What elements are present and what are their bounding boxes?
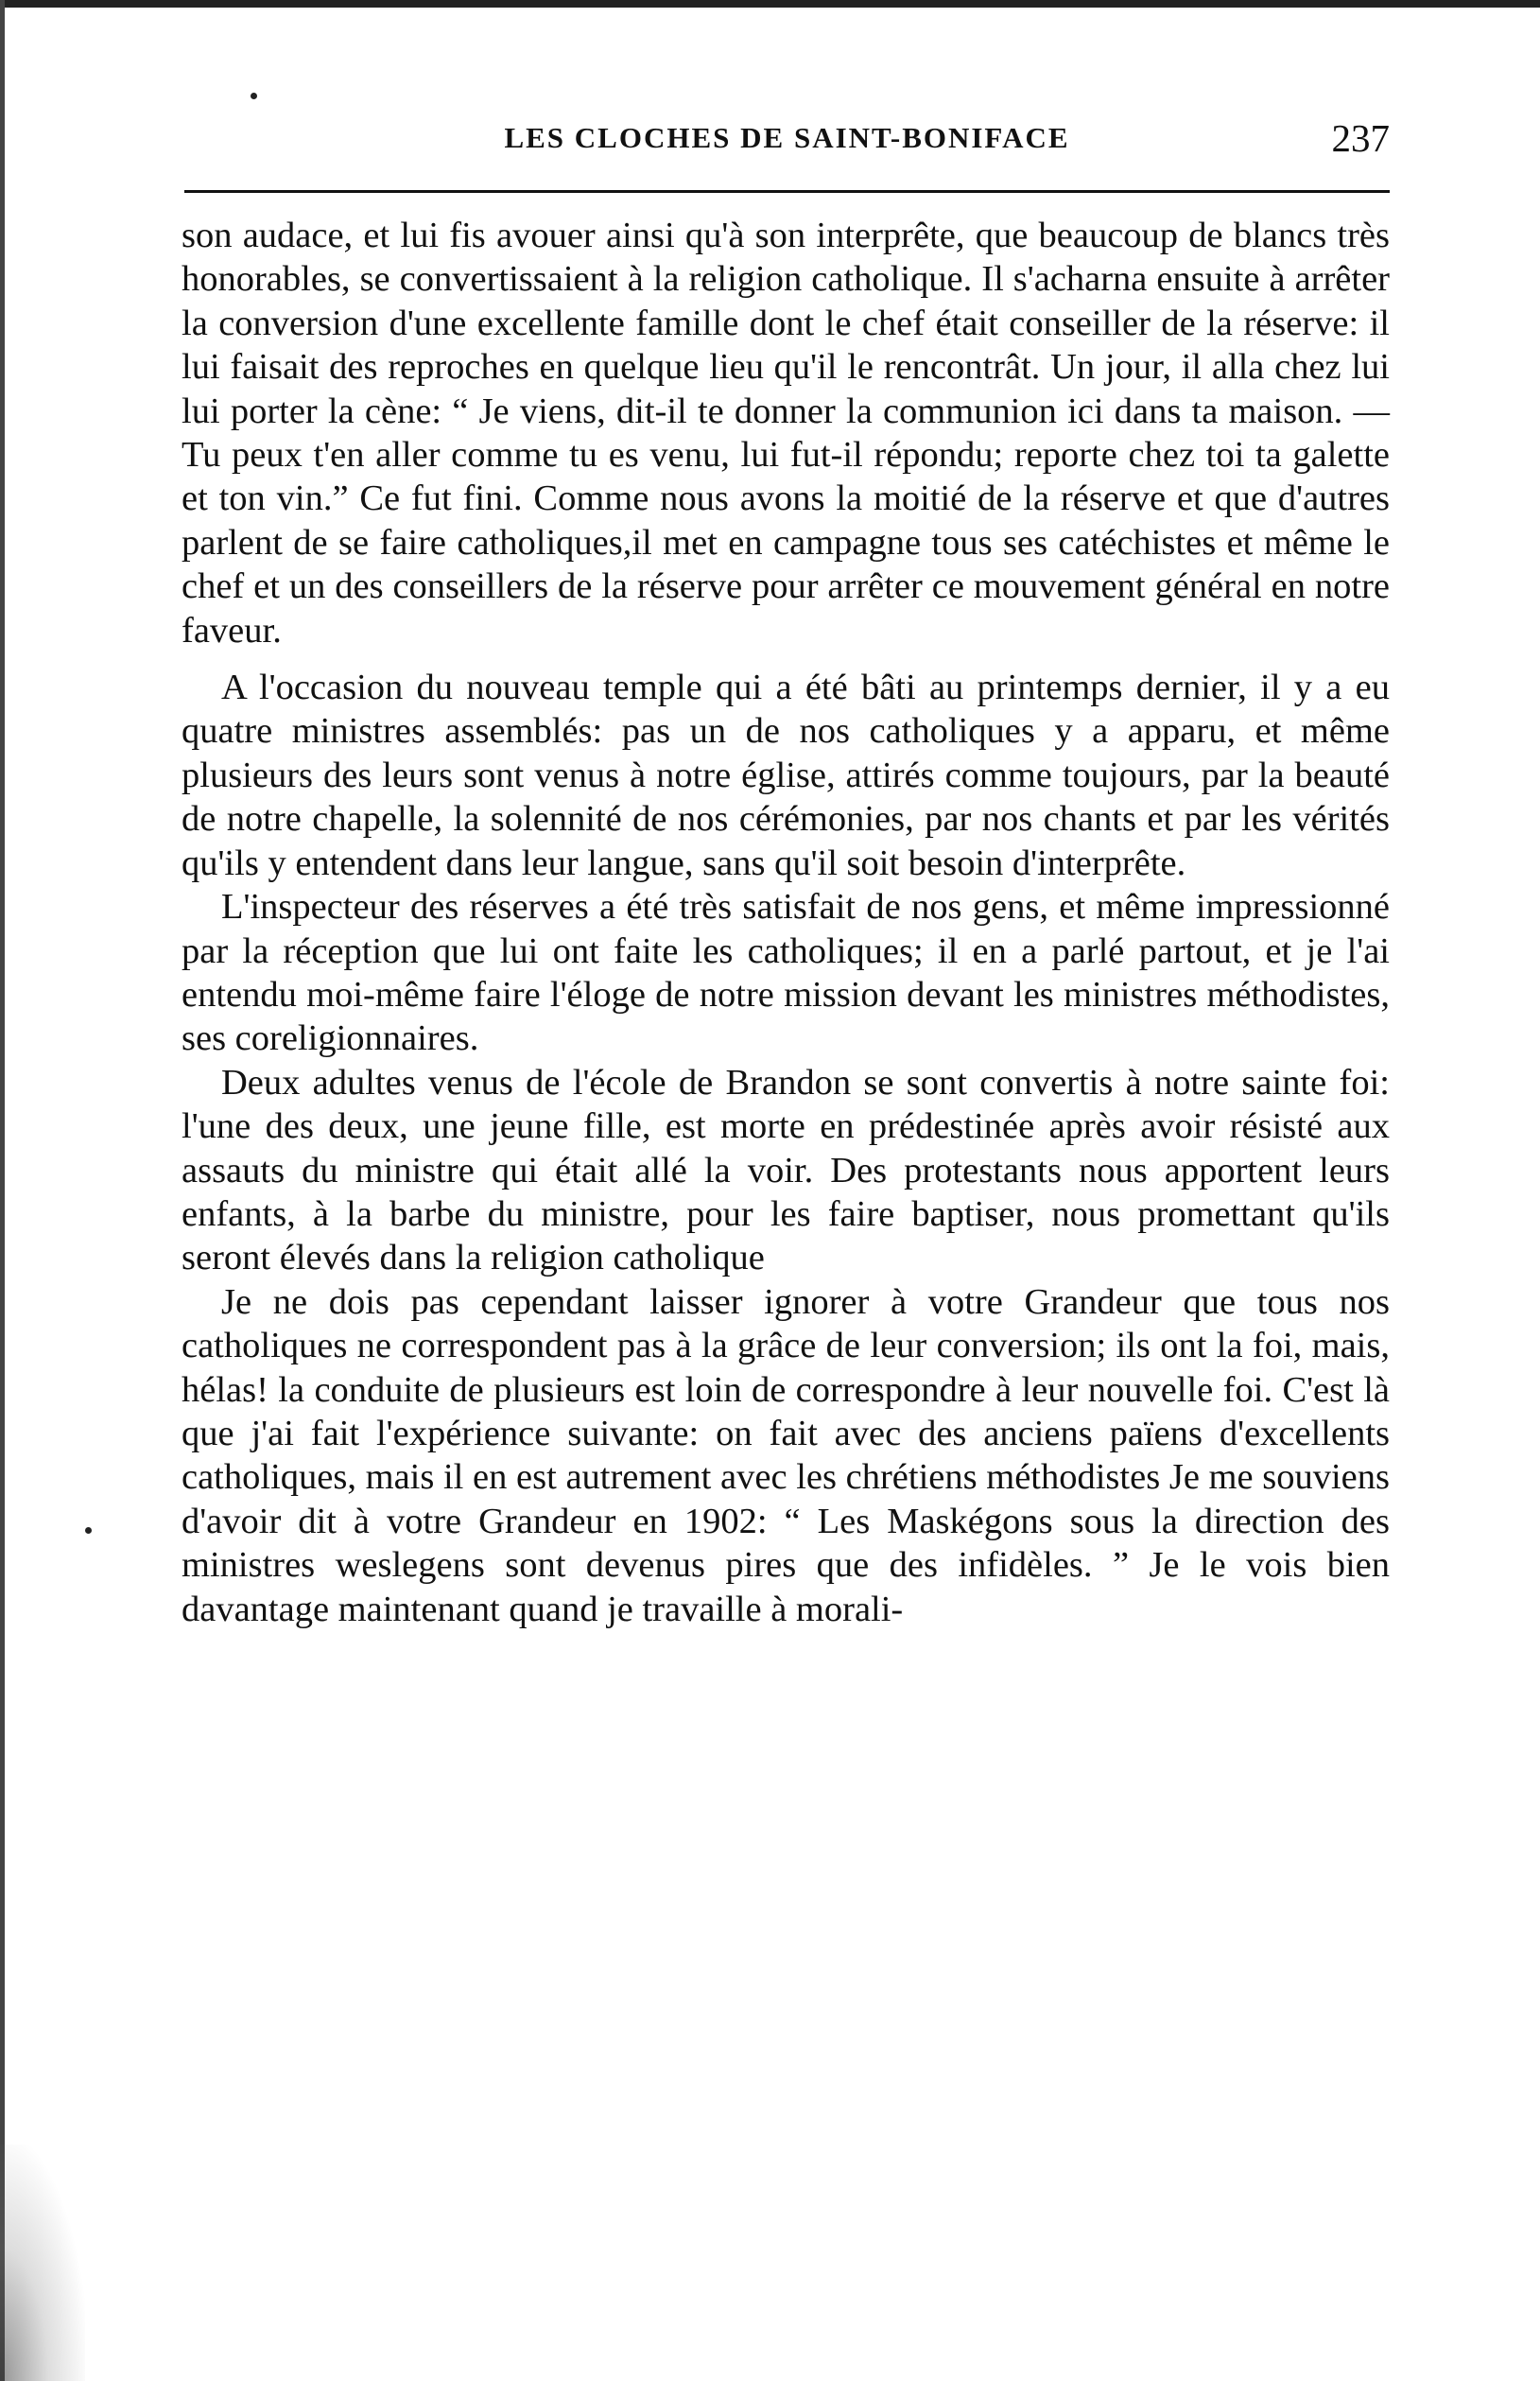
page-header	[184, 115, 1390, 172]
paragraph: Deux adultes venus de l'école de Brandon se sont convertis à notre sainte foi: l'une des deux, une jeune fille, est morte en prédestinée après avoir résisté aux assauts du ministre qui était allé la voir. Des protestants nous apportent leurs enfants, à la barbe du ministre, pour les faire baptiser, nous promettant qu'ils seront élevés dans la religion catholique	[182, 1062, 1390, 1278]
stray-mark	[251, 93, 257, 99]
body-text	[182, 214, 1390, 1631]
stray-mark	[85, 1527, 92, 1534]
paragraph: A l'occasion du nouveau temple qui a été bâti au printemps dernier, il y a eu quatre ministres assemblés: pas un de nos catholiques y a apparu, et même plusieurs des leurs sont venus à notre église, attirés comme toujours, par la beauté de notre chapelle, la solennité de nos cérémonies, par nos chants et par les vérités qu'ils y entendent dans leur langue, sans qu'il soit besoin d'interprête.	[182, 668, 1390, 883]
header-rule	[184, 190, 1390, 193]
paragraph: L'inspecteur des réserves a été très satisfait de nos gens, et même impressionné par la réception que lui ont faite les catholiques; il en a parlé partout, et je l'ai entendu moi-même faire l'éloge de notre mission devant les ministres méthodistes, ses coreligionnaires.	[182, 887, 1390, 1059]
page-number: 237	[1331, 116, 1390, 160]
page-edge-left	[0, 0, 5, 2381]
page-edge-top	[0, 0, 1540, 8]
paragraph: Je ne dois pas cependant laisser ignorer à votre Grandeur que tous nos catholiques ne correspondent pas à la grâce de leur conversion; ils ont la foi, mais, hélas! la conduite de plusieurs est loin de correspondre à leur nouvelle foi. C'est là que j'ai fait l'expérience suivante: on fait avec des anciens païens d'excellents catholiques, mais il en est autrement avec les chrétiens méthodistes Je me souviens d'avoir dit à votre Grandeur en 1902: “ Les Maskégons sous la direction des ministres weslegens sont devenus pires que des infidèles. ” Je le vois bien davantage maintenant quand je travaille à morali-	[182, 1281, 1390, 1629]
scan-speckle	[0, 2145, 85, 2381]
paragraph: son audace, et lui fis avouer ainsi qu'à son interprête, que beaucoup de blancs très honorables, se convertissaient à la religion catholique. Il s'acharna ensuite à arrêter la conversion d'une excellente famille dont le chef était conseiller de la réserve: il lui faisait des reproches en quelque lieu qu'il le rencontrât. Un jour, il alla chez lui lui porter la cène: “ Je viens, dit-il te donner la communion ici dans ta maison. —Tu peux t'en aller comme tu es venu, lui fut-il répondu; reporte chez toi ta galette et ton vin.” Ce fut fini. Comme nous avons la moitié de la réserve et que d'autres parlent de se faire catholiques,il met en campagne tous ses catéchistes et même le chef et un des conseillers de la réserve pour arrêter ce mouvement général en notre faveur.	[182, 216, 1390, 651]
running-title: LES CLOCHES DE SAINT-BONIFACE	[504, 121, 1070, 154]
